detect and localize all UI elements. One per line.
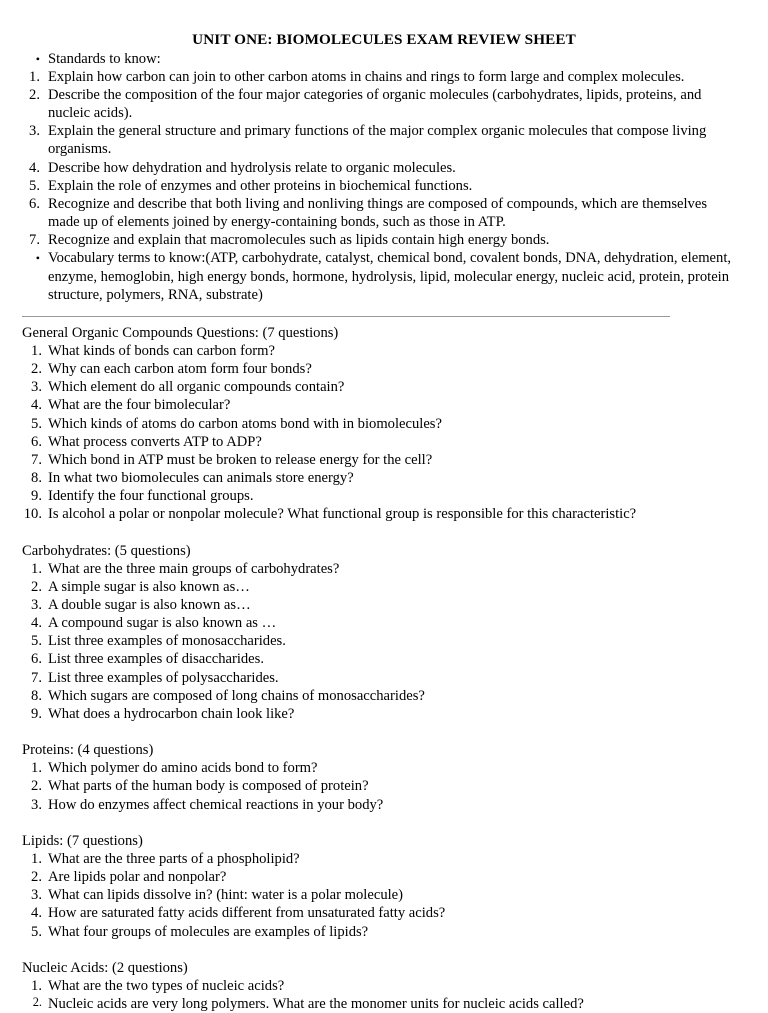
list-marker: 1.: [31, 560, 42, 577]
standards-item: [0, 122, 768, 158]
question-item: [0, 469, 768, 487]
horizontal-rule: [22, 316, 670, 317]
question-item-text: What are the four bimolecular?: [48, 397, 231, 414]
question-item: [0, 433, 768, 451]
question-section: [0, 324, 768, 524]
question-item-text: Which element do all organic compounds contain?: [48, 379, 345, 396]
section-gap: [0, 723, 768, 741]
question-item: [0, 578, 768, 596]
standards-item: [0, 68, 768, 86]
list-marker: 8.: [31, 470, 42, 487]
list-marker: 4.: [31, 905, 42, 922]
list-marker: 5.: [31, 923, 42, 940]
question-item: [0, 342, 768, 360]
list-marker: 2.: [31, 778, 42, 795]
question-item-text: Why can each carbon atom form four bonds?: [48, 361, 312, 378]
bullet-icon: •: [35, 251, 40, 266]
question-item-text: Which bond in ATP must be broken to release energy for the cell?: [48, 451, 433, 468]
standards-item: [0, 195, 768, 231]
question-item: [0, 596, 768, 614]
section-heading: Proteins: (4 questions): [22, 742, 154, 759]
list-marker: 5.: [31, 633, 42, 650]
question-item-text: What kinds of bonds can carbon form?: [48, 342, 275, 359]
question-item-text: What process converts ATP to ADP?: [48, 433, 262, 450]
section-gap: [0, 941, 768, 959]
list-marker: 2.: [31, 361, 42, 378]
list-marker: 1.: [31, 850, 42, 867]
list-marker: 6.: [31, 651, 42, 668]
question-item-text: Which kinds of atoms do carbon atoms bond with in biomolecules?: [48, 415, 442, 432]
question-item: [0, 650, 768, 668]
standards-item-text: Recognize and explain that macromolecules such as lipids contain high energy bonds.: [48, 232, 550, 249]
question-sections: [0, 324, 768, 1013]
question-item: [0, 632, 768, 650]
question-item: [0, 451, 768, 469]
standards-item-text: Describe the composition of the four major categories of organic molecules (carbohydrates, lipids, proteins, and nucleic acids).: [48, 86, 702, 122]
question-item: [0, 687, 768, 705]
list-marker: 1.: [29, 68, 40, 85]
question-item-text: A compound sugar is also known as …: [48, 615, 277, 632]
list-marker: 5.: [31, 415, 42, 432]
list-marker: 7.: [29, 232, 40, 249]
list-marker: 3.: [31, 887, 42, 904]
section-heading: General Organic Compounds Questions: (7 questions): [22, 324, 339, 341]
list-marker: 1.: [31, 760, 42, 777]
question-item: [0, 505, 768, 523]
question-item-text: In what two biomolecules can animals store energy?: [48, 470, 354, 487]
standards-heading-line: [0, 50, 768, 68]
question-item: [0, 777, 768, 795]
question-section: [0, 741, 768, 814]
standards-list: [0, 68, 768, 250]
section-heading: Lipids: (7 questions): [22, 832, 143, 849]
list-marker: 2.: [31, 869, 42, 886]
question-item: [0, 487, 768, 505]
list-marker: 1.: [31, 342, 42, 359]
question-item: [0, 977, 768, 995]
question-item-text: Nucleic acids are very long polymers. What are the monomer units for nucleic acids called?: [48, 995, 584, 1012]
question-item: [0, 560, 768, 578]
standards-item-text: Describe how dehydration and hydrolysis relate to organic molecules.: [48, 159, 456, 176]
question-item: [0, 850, 768, 868]
question-item: [0, 904, 768, 922]
question-section: [0, 959, 768, 1013]
question-item: [0, 923, 768, 941]
list-marker: 1.: [31, 977, 42, 994]
list-marker: 3.: [31, 796, 42, 813]
section-heading: Carbohydrates: (5 questions): [22, 542, 191, 559]
question-item-text: Identify the four functional groups.: [48, 488, 254, 505]
standards-item-text: Recognize and describe that both living and nonliving things are composed of compounds, which are themselves made up of elements joined by energy-containing bonds, such as those in ATP.: [48, 195, 707, 231]
list-marker: 10.: [23, 506, 42, 523]
question-item-text: Is alcohol a polar or nonpolar molecule? What functional group is responsible for this characteristic?: [48, 506, 637, 523]
question-item: [0, 995, 768, 1013]
question-item-text: What are the three main groups of carbohydrates?: [48, 560, 340, 577]
section-heading: Nucleic Acids: (2 questions): [22, 959, 188, 976]
standards-item: [0, 177, 768, 195]
list-marker: 5.: [29, 177, 40, 194]
standards-heading-label: Standards to know:: [48, 50, 161, 67]
vocabulary-line: [0, 249, 768, 303]
standards-item-text: Explain the role of enzymes and other proteins in biochemical functions.: [48, 177, 473, 194]
question-item: [0, 614, 768, 632]
question-item: [0, 759, 768, 777]
list-marker: 4.: [31, 615, 42, 632]
list-marker: 3.: [31, 379, 42, 396]
list-marker: 4.: [29, 159, 40, 176]
list-marker: 6.: [29, 195, 40, 212]
list-marker: 3.: [31, 597, 42, 613]
question-item-text: Which polymer do amino acids bond to form?: [48, 760, 318, 777]
question-item-text: What parts of the human body is composed of protein?: [48, 778, 369, 795]
question-item: [0, 886, 768, 904]
question-item: [0, 796, 768, 814]
list-marker: 9.: [31, 705, 42, 722]
question-item-text: How do enzymes affect chemical reactions in your body?: [48, 796, 384, 813]
list-marker: 3.: [29, 123, 40, 140]
question-item-text: What are the three parts of a phospholipid?: [48, 850, 300, 867]
list-marker: 7.: [31, 451, 42, 468]
question-section: [0, 832, 768, 941]
question-item-text: List three examples of monosaccharides.: [48, 633, 286, 650]
question-item: [0, 360, 768, 378]
question-item-text: How are saturated fatty acids different from unsaturated fatty acids?: [48, 905, 446, 922]
list-marker: 2.: [29, 86, 40, 103]
question-item: [0, 705, 768, 723]
question-item: [0, 868, 768, 886]
question-item: [0, 415, 768, 433]
list-marker: 9.: [31, 488, 42, 505]
standards-block: [0, 50, 768, 304]
standards-item-text: Explain the general structure and primary functions of the major complex organic molecules that compose living organisms.: [48, 123, 707, 158]
question-item-text: Which sugars are composed of long chains of monosaccharides?: [48, 687, 425, 704]
question-item-text: What four groups of molecules are examples of lipids?: [48, 923, 369, 940]
list-marker: 7.: [31, 669, 42, 686]
list-marker: 8.: [31, 687, 42, 704]
question-item: [0, 669, 768, 687]
question-item: [0, 378, 768, 396]
standards-item: [0, 159, 768, 177]
question-item-text: List three examples of disaccharides.: [48, 651, 264, 668]
section-gap: [0, 524, 768, 542]
question-section: [0, 542, 768, 724]
list-marker: 2.: [31, 578, 42, 595]
list-marker: 6.: [31, 433, 42, 450]
bullet-icon: •: [35, 51, 40, 66]
vocabulary-terms-text: Vocabulary terms to know:(ATP, carbohydrate, catalyst, chemical bond, covalent bonds, DNA, dehydration, element, enzyme, hemoglobin, high energy bonds, hormone, hydrolysis, lipid, molecular energy, nucleic acid, protein, protein structure, polymers, RNA, substrate): [48, 250, 732, 303]
standards-item-text: Explain how carbon can join to other carbon atoms in chains and rings to form large and complex molecules.: [48, 68, 685, 85]
section-divider-wrap: [0, 304, 768, 324]
question-item-text: What does a hydrocarbon chain look like?: [48, 705, 295, 722]
list-marker: 2.: [32, 994, 42, 1009]
page-title: UNIT ONE: BIOMOLECULES EXAM REVIEW SHEET: [192, 31, 576, 48]
question-item-text: Are lipids polar and nonpolar?: [48, 869, 227, 886]
question-item-text: A double sugar is also known as…: [48, 597, 251, 613]
standards-item: [0, 231, 768, 249]
question-item-text: What can lipids dissolve in? (hint: water is a polar molecule): [48, 887, 404, 904]
question-item-text: What are the two types of nucleic acids?: [48, 977, 285, 994]
section-gap: [0, 814, 768, 832]
question-item: [0, 396, 768, 414]
standards-item: [0, 86, 768, 122]
list-marker: 4.: [31, 397, 42, 414]
question-item-text: List three examples of polysaccharides.: [48, 669, 279, 686]
question-item-text: A simple sugar is also known as…: [48, 578, 250, 595]
